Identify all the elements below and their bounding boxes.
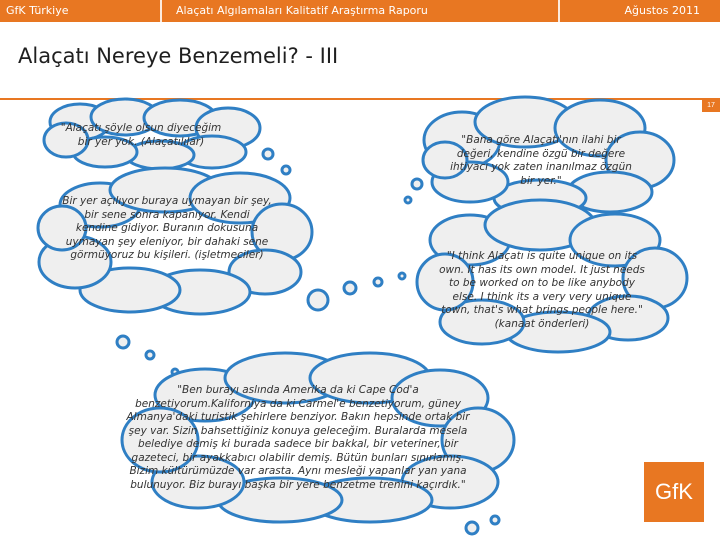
header-company: GfK Türkiye [6,4,69,17]
quote-opinion-leaders: "I think Alaçatı is quite unique on its own. It has its own model. It just needs to be worked on to be like anybody else. I think its a very very unique town, that's what brings people here." (kanaat önderleri) [439,250,645,330]
bubble-dot [146,351,154,359]
quote-businesses: Bir yer açılıyor buraya uymayan bir şey, bir sene sonra kapanıyor. Kendi kendine gidiyor. Buranın dokusuna uymayan şey eleniyor, bir dahaki sene görmüyoruz bu kişileri. (işletmeciler) [62,195,272,261]
bubble-dot [282,166,290,174]
bubble-dot [412,179,422,189]
page-title: Alaçatı Nereye Benzemeli? - III [18,44,339,68]
bubble-dot [374,278,382,286]
bubble-dot [491,516,499,524]
bubble-dot [308,290,328,310]
quote-unique-value: "Bana göre Alaçatı'nın ilahi bir değeri, kendine özgü bir değere ihtiyacı yok zaten inanılmaz özgün bir yer." [450,134,632,187]
bubble-dot [466,522,478,534]
header-date: Ağustos 2011 [624,4,700,17]
quote-cape-cod: "Ben burayı aslında Amerika da ki Cape Cod'a benzetiyorum.Kaliforniya da ki Carmel'e benzetiyorum, güney Almanya'daki turistik şehirlere benziyor. Bakın hepsinde ortak bir şey var. Sizin bahsettiğiniz konuya geleceğim. Buralarda mesela belediye demiş ki burada sadece bir bakkal, bir veteriner, bir gazeteci, bir ayakkabıcı olabilir demiş. Bütün bunları sınırlamış. Bizim kültürümüzde var arasta. Aynı mesleği yapanlar yan yana bulunuyor. Biz burayı başka bir yere benzetme trenini kaçırdık." [126,384,470,491]
quote-residents: "Alaçatı şöyle olsun diyeceğim bir yer yok. (Alaçatılılar) [60,122,222,148]
gfk-logo: GfK [644,462,704,522]
bubble-dot [399,273,405,279]
bubble-dot [344,282,356,294]
bubble-dot [405,197,411,203]
header-report-title: Alaçatı Algılamaları Kalitatif Araştırma Raporu [176,4,428,17]
bubble-dot [117,336,129,348]
page-number: 17 [702,100,720,112]
bubble-dot [263,149,273,159]
